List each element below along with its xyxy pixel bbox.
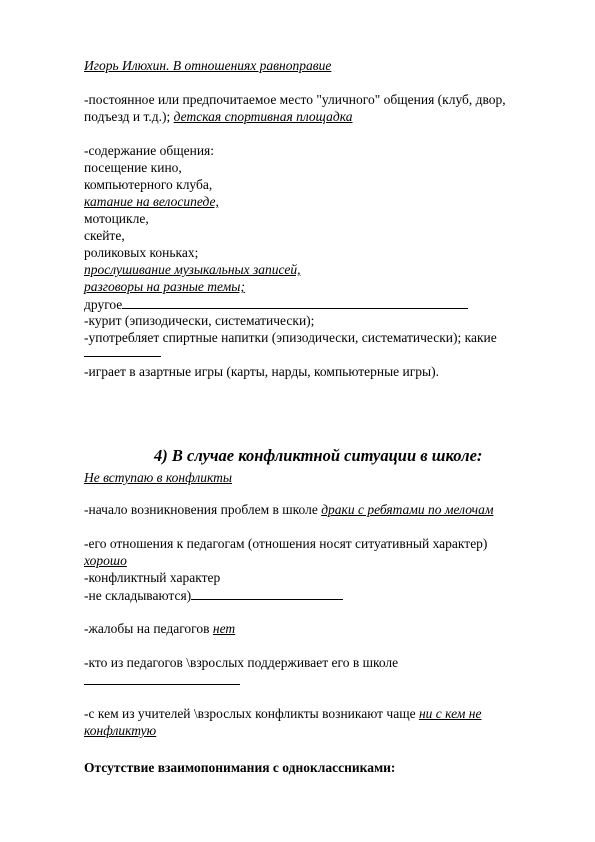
item-music: прослушивание музыкальных записей, xyxy=(84,262,301,277)
other-blank xyxy=(122,296,468,309)
not-working-label: -не складываются) xyxy=(84,588,192,603)
not-conflict-answer: Не вступаю в конфликты xyxy=(84,470,232,485)
complaints-line xyxy=(84,621,235,637)
teachers-relation-line: -его отношения к педагогам (отношения носят ситуативный характер) xyxy=(84,536,488,551)
place-question-prefix: подъезд и т.д.); xyxy=(84,109,174,124)
supports-blank xyxy=(84,684,240,685)
not-working-blank xyxy=(191,587,343,600)
other-line xyxy=(84,296,468,313)
teachers-answer: хорошо xyxy=(84,553,127,568)
item-bike: катание на велосипеде, xyxy=(84,194,219,209)
other-label: другое xyxy=(84,297,123,312)
place-answer: детская спортивная площадка xyxy=(173,109,353,124)
problems-answer: драки с ребятами по мелочам xyxy=(321,502,494,517)
place-question-line2 xyxy=(84,109,353,125)
conflicts-answer-1: ни с кем не xyxy=(418,706,482,721)
item-cinema: посещение кино, xyxy=(84,160,182,175)
smokes-line: -курит (эпизодически, систематически); xyxy=(84,313,315,328)
gambling-line: -играет в азартные игры (карты, нарды, компьютерные игры). xyxy=(84,364,439,379)
item-roller: роликовых коньках; xyxy=(84,245,199,260)
section4-title: 4) В случае конфликтной ситуации в школе: xyxy=(154,446,483,465)
classmates-heading: Отсутствие взаимопонимания с одноклассниками: xyxy=(84,760,396,775)
complaints-prefix: -жалобы на педагогов xyxy=(84,621,213,636)
place-question-line1: -постоянное или предпочитаемое место "уличного" общения (клуб, двор, xyxy=(84,92,506,107)
item-moto: мотоцикле, xyxy=(84,211,149,226)
conflicts-line xyxy=(84,706,481,722)
not-working-line xyxy=(84,587,343,604)
header-line: Игорь Илюхин. В отношениях равноправие xyxy=(84,58,332,73)
complaints-answer: нет xyxy=(212,621,236,636)
alcohol-blank xyxy=(84,356,161,357)
supports-line: -кто из педагогов \взрослых поддерживает его в школе xyxy=(84,655,399,670)
conflicts-answer-2: конфликтую xyxy=(84,723,157,738)
item-club: компьютерного клуба, xyxy=(84,177,213,192)
item-talks: разговоры на разные темы; xyxy=(84,279,245,294)
problems-line xyxy=(84,502,493,518)
item-skate: скейте, xyxy=(84,228,125,243)
problems-prefix: -начало возникновения проблем в школе xyxy=(84,502,322,517)
content-label: -содержание общения: xyxy=(84,143,215,158)
conflict-character-line: -конфликтный характер xyxy=(84,570,221,585)
alcohol-line: -употребляет спиртные напитки (эпизодически, систематически); какие xyxy=(84,330,497,345)
conflicts-prefix: -с кем из учителей \взрослых конфликты возникают чаще xyxy=(84,706,419,721)
